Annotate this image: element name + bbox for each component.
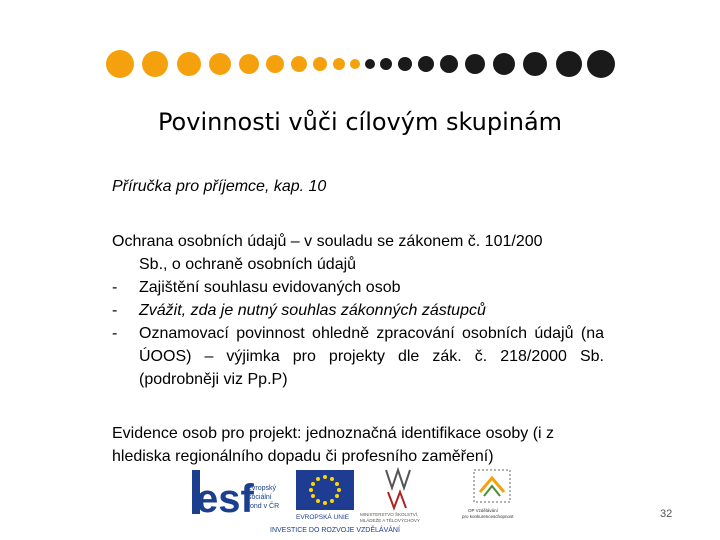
list-item <box>112 276 604 299</box>
svg-text:OP Vzdělávání: OP Vzdělávání <box>468 508 498 513</box>
dot-dark-1 <box>365 59 375 69</box>
dot-orange-5 <box>239 54 259 74</box>
svg-text:MLÁDEŽE A TĚLOVÝCHOVY: MLÁDEŽE A TĚLOVÝCHOVY <box>360 518 420 523</box>
dot-orange-8 <box>313 57 327 71</box>
dot-orange-6 <box>266 55 284 73</box>
subtitle: Příručka pro příjemce, kap. 10 <box>112 178 327 195</box>
dot-dark-10 <box>587 50 615 78</box>
intro-line-2: Sb., o ochraně osobních údajů <box>139 256 357 273</box>
esf-wordmark: esf <box>196 477 254 521</box>
dot-dark-6 <box>465 54 485 74</box>
investment-tagline: INVESTICE DO ROZVOJE VZDĚLÁVÁNÍ <box>270 527 400 534</box>
bullet-text: Zvážit, zda je nutný souhlas zákonných zástupců <box>139 302 486 319</box>
page-number: 32 <box>660 508 673 520</box>
svg-text:fond v ČR: fond v ČR <box>248 503 280 510</box>
dot-dark-5 <box>440 55 458 73</box>
op-vk-logo <box>462 470 514 519</box>
bullet-text: Zajištění souhlasu evidovaných osob <box>139 279 401 296</box>
dot-dark-8 <box>523 52 547 76</box>
dot-orange-10 <box>350 59 360 69</box>
dot-orange-4 <box>209 53 231 75</box>
bullet-dash: - <box>112 302 118 319</box>
list-item <box>112 299 604 322</box>
dot-orange-2 <box>142 51 168 77</box>
page-title: Povinnosti vůči cílovým skupinám <box>157 108 563 136</box>
esf-logo <box>192 470 279 521</box>
decorative-dot-row <box>104 44 616 84</box>
dot-orange-9 <box>333 58 345 70</box>
svg-text:sociální: sociální <box>248 494 272 501</box>
bullet-dash: - <box>112 279 118 296</box>
dot-dark-2 <box>380 58 392 70</box>
intro-line-1: Ochrana osobních údajů – v souladu se zákonem č. 101/200 <box>112 233 543 250</box>
svg-text:EVROPSKÁ UNIE: EVROPSKÁ UNIE <box>296 514 350 521</box>
dot-orange-3 <box>177 52 201 76</box>
bullet-dash: - <box>112 325 118 342</box>
bullet-text: Oznamovací povinnost ohledně zpracování osobních údajů (na ÚOOS) – výjimka pro projekty dle zák. č. 218/2000 Sb. (podrobněji viz Pp.P) <box>139 325 604 388</box>
dot-dark-7 <box>493 53 515 75</box>
list-item <box>112 322 604 391</box>
section-privacy <box>112 230 604 391</box>
funding-logos <box>190 462 530 536</box>
msmt-logo <box>360 470 420 523</box>
eu-flag-logo <box>296 470 354 521</box>
svg-text:MINISTERSTVO ŠKOLSTVÍ,: MINISTERSTVO ŠKOLSTVÍ, <box>360 512 419 517</box>
dot-dark-9 <box>556 51 582 77</box>
svg-text:pro konkurenceschopnost: pro konkurenceschopnost <box>462 514 514 519</box>
section-evidence: Evidence osob pro projekt: jednoznačná identifikace osoby (i z hlediska regionálního dopadu či profesního zaměření) <box>112 425 555 465</box>
dot-orange-1 <box>106 50 134 78</box>
dot-dark-3 <box>398 57 412 71</box>
dot-dark-4 <box>418 56 434 72</box>
dot-orange-7 <box>291 56 307 72</box>
svg-text:evropský: evropský <box>248 485 277 492</box>
